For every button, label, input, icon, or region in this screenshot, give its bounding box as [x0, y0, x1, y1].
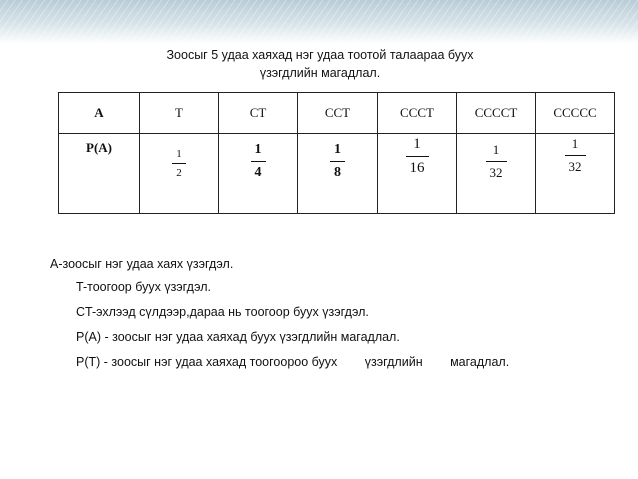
- probability-cell: [378, 134, 457, 214]
- fraction: [330, 142, 345, 181]
- fraction: [565, 136, 586, 175]
- probability-cell: [536, 134, 615, 214]
- slide-title: [120, 46, 520, 82]
- definition-text: P(T) - зоосыг нэг удаа хаяхад тоогоороо буух: [76, 355, 338, 369]
- fraction-numerator: 1: [176, 148, 182, 160]
- definition-text: магадлал.: [450, 355, 510, 369]
- row-label-event: A: [59, 93, 140, 134]
- fraction-bar: [486, 161, 507, 162]
- fraction: [172, 148, 186, 179]
- slide-title-line-2: үзэгдлийн магадлал.: [259, 66, 381, 80]
- definition-line: [76, 354, 509, 370]
- fraction-numerator: 1: [413, 136, 421, 152]
- event-cell: CCCCT: [457, 93, 536, 134]
- probability-cell: [219, 134, 298, 214]
- fraction-denominator: 16: [409, 160, 425, 176]
- row-label-probability: P(A): [59, 134, 140, 214]
- probability-cell: [298, 134, 378, 214]
- probability-cell: [457, 134, 536, 214]
- fraction-bar: [330, 161, 345, 162]
- fraction-denominator: 4: [254, 165, 262, 180]
- table-row-events: [59, 93, 615, 134]
- event-cell: CCCCC: [536, 93, 615, 134]
- fraction-denominator: 32: [489, 165, 503, 180]
- fraction-bar: [172, 163, 186, 164]
- fraction-numerator: 1: [254, 142, 262, 157]
- probability-cell: [140, 134, 219, 214]
- fraction-numerator: 1: [492, 142, 500, 157]
- fraction-numerator: 1: [571, 136, 579, 151]
- event-cell: T: [140, 93, 219, 134]
- fraction-numerator: 1: [334, 142, 341, 157]
- fraction-bar: [565, 155, 586, 156]
- definition-line: T-тоогоор буух үзэгдэл.: [76, 280, 211, 294]
- header-hatch: [0, 0, 638, 44]
- fraction-denominator: 32: [568, 159, 582, 174]
- fraction: [251, 142, 266, 181]
- event-cell: CT: [219, 93, 298, 134]
- fraction-denominator: 8: [334, 165, 341, 180]
- fraction-bar: [406, 156, 429, 157]
- definition-line: A-зоосыг нэг удаа хаях үзэгдэл.: [50, 257, 234, 271]
- slide-title-line-1: Зоосыг 5 удаа хаяхад нэг удаа тоотой талаараа буух: [166, 48, 474, 62]
- table-row-probabilities: [59, 134, 615, 214]
- definition-line: CT-эхлээд сүлдээр,дараа нь тоогоор буух үзэгдэл.: [76, 305, 369, 319]
- probability-table: [58, 92, 615, 214]
- header-decoration: [0, 0, 638, 44]
- definition-text: үзэгдлийн: [364, 355, 423, 369]
- fraction: [406, 136, 429, 177]
- definition-line: P(A) - зоосыг нэг удаа хаяхад буух үзэгдлийн магадлал.: [76, 330, 400, 344]
- event-cell: CCCT: [378, 93, 457, 134]
- event-cell: CCT: [298, 93, 378, 134]
- fraction: [486, 142, 507, 181]
- fraction-denominator: 2: [176, 167, 182, 179]
- fraction-bar: [251, 161, 266, 162]
